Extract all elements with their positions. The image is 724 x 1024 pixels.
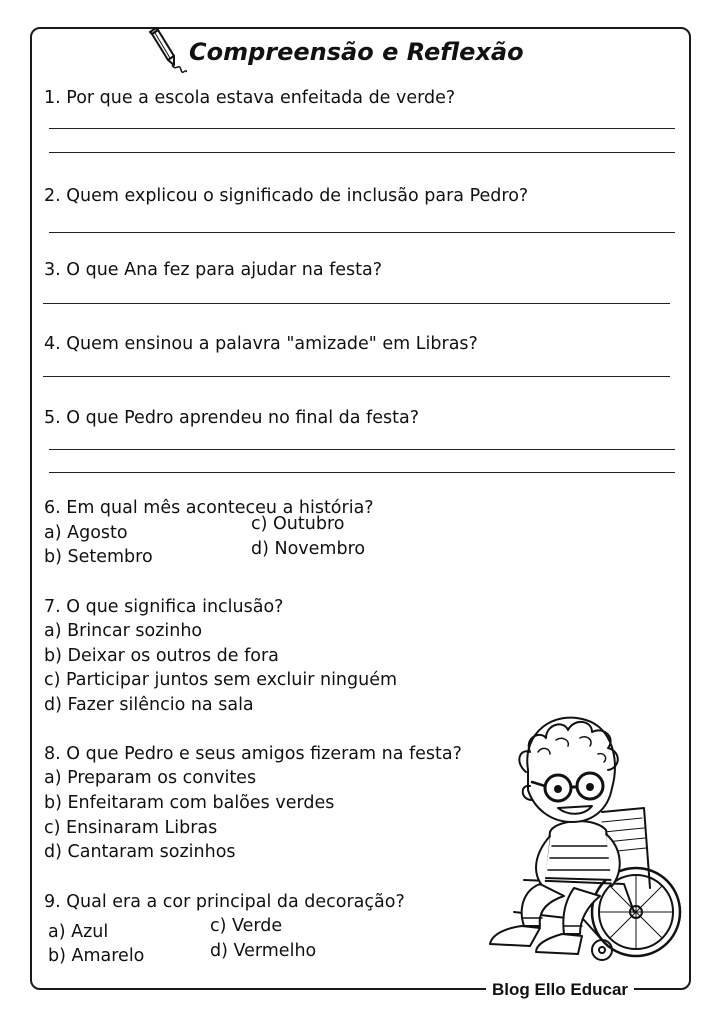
option-c[interactable]: c) Outubro [251,514,345,534]
answer-line[interactable] [49,472,675,473]
question-6: 6. Em qual mês aconteceu a história? [44,498,374,518]
option-c[interactable]: c) Participar juntos sem excluir ninguém [44,670,398,690]
option-d[interactable]: d) Cantaram sozinhos [44,842,236,862]
option-b[interactable]: b) Enfeitaram com balões verdes [44,793,335,813]
answer-line[interactable] [49,152,675,153]
question-8: 8. O que Pedro e seus amigos fizeram na festa? [44,744,462,764]
answer-line[interactable] [43,303,670,304]
option-a[interactable]: a) Agosto [44,523,128,543]
pencil-icon [143,28,187,80]
answer-line[interactable] [49,232,675,233]
answer-line[interactable] [43,376,670,377]
question-1: 1. Por que a escola estava enfeitada de verde? [44,88,456,108]
option-d[interactable]: d) Novembro [251,539,366,559]
option-a[interactable]: a) Preparam os convites [44,768,257,788]
option-d[interactable]: d) Vermelho [210,941,317,961]
question-2: 2. Quem explicou o significado de inclusão para Pedro? [44,186,529,206]
option-b[interactable]: b) Amarelo [48,946,145,966]
option-c[interactable]: c) Ensinaram Libras [44,818,218,838]
option-a[interactable]: a) Brincar sozinho [44,621,203,641]
question-4: 4. Quem ensinou a palavra "amizade" em Libras? [44,334,478,354]
boy-wheelchair-illustration [484,712,684,974]
answer-line[interactable] [49,449,675,450]
question-7: 7. O que significa inclusão? [44,597,284,617]
question-9: 9. Qual era a cor principal da decoração? [44,892,405,912]
option-c[interactable]: c) Verde [210,916,283,936]
option-d[interactable]: d) Fazer silêncio na sala [44,695,254,715]
option-b[interactable]: b) Setembro [44,547,153,567]
question-5: 5. O que Pedro aprendeu no final da festa? [44,408,419,428]
question-3: 3. O que Ana fez para ajudar na festa? [44,260,383,280]
option-b[interactable]: b) Deixar os outros de fora [44,646,279,666]
page-title: Compreensão e Reflexão [189,38,524,66]
option-a[interactable]: a) Azul [48,922,109,942]
answer-line[interactable] [49,128,675,129]
footer-brand: Blog Ello Educar [486,977,634,1003]
